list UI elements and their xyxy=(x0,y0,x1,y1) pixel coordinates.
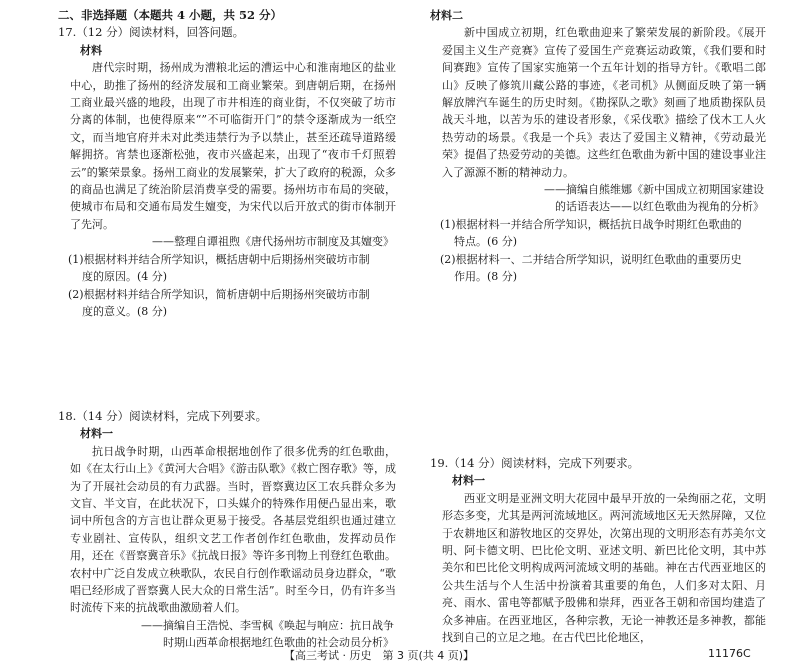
q17-source: ——整理自谭祖煦《唐代扬州坊市制度及其嬗变》 xyxy=(152,235,394,249)
q18-material-text: 抗日战争时期，山西革命根据地创作了很多优秀的红色歌曲，如《在太行山上》《黄河大合唱》《游击队歌》《救亡图存歌》等，成为了开展社会动员的有力武器。当时，晋察冀边区工农兵群众多为文盲、半文盲，在此状况下，口头媒介的特殊作用便凸显出来，歌词中所包含的方言也让群众更易于接受。各基层党组织也通过建立专业剧社、宣传队，组织文艺工作者创作红色歌曲，发挥动员作用，还在《晋察冀音乐》《抗战日报》等许多刊物上刊登红色歌曲。农村中广泛自发成立秧歌队，农民自行创作歌谣动员身边群众，“歌唱已经形成了晋察冀人民大众的日常生活”。时至今日，仍有许多当时流传下来的抗战歌曲激励着人们。 xyxy=(70,444,396,615)
q18-source-line-1: ——摘编自王浩悦、李雪枫《唤起与响应：抗日战争 xyxy=(141,618,394,632)
q17-material-label: 材料 xyxy=(80,43,102,57)
q17-subquestion-1: (1)根据材料并结合所学知识，概括唐朝中后期扬州突破坊市制 度的原因。(4 分) xyxy=(68,252,370,284)
footer-exam-code: 11176C xyxy=(708,647,751,660)
material-2-subquestion-2: (2)根据材料一、二并结合所学知识，说明红色歌曲的重要历史 作用。(8 分) xyxy=(440,252,742,284)
q17-subquestion-2: (2)根据材料并结合所学知识，简析唐朝中后期扬州突破坊市制 度的意义。(8 分) xyxy=(68,287,370,318)
right-column-top xyxy=(430,7,768,286)
q19-material-text: 西亚文明是亚洲文明大花园中最早开放的一朵绚丽之花，文明形态多变，尤其是两河流域地区。两河流域地区无天然屏障，又位于农耕地区和游牧地区的交界处，次第出现的文明形态有苏美尔文明、阿卡德文明、巴比伦文明、亚述文明、新巴比伦文明，其中苏美尔和巴比伦文明构成两河流域文明的基础。神在古代西亚地区的公共生活与个人生活中扮演着其重要的角色，人们多对太阳、月亮、雨水、雷电等都赋予殷佛和崇拜，西亚各王朝和帝国均建造了众多神庙。在西亚地区，各种宗教，无论一神教还是多神教，都能找到自己的立足之地。在古代巴比伦地区， xyxy=(442,491,766,645)
material-2-text: 新中国成立初期，红色歌曲迎来了繁荣发展的新阶段。《展开爱国主义生产竞赛》宣传了爱国生产竞赛运动政策，《我们要和时间赛跑》宣传了国家实施第一个五年计划的指导方针。《歌唱二郎山》反映了修筑川藏公路的事迹，《老司机》从侧面反映了第一辆解放牌汽车诞生的历史时刻。《勘探队之歌》刻画了地质勘探队员战天斗地，以苦为乐的建设者形象，《采伐歌》描绘了伐木工人火热劳动的场景。《我是一个兵》表达了爱国主义精神，《劳动最光荣》提倡了热爱劳动的美德。这些红色歌曲为新中国的建设事业注入了源源不断的精神动力。 xyxy=(442,26,766,179)
right-column-bottom xyxy=(430,455,768,646)
question-17-heading: 17.（12 分）阅读材料，回答问题。 xyxy=(58,25,245,40)
material-2-source-line-2: 的话语表达——以红色歌曲为视角的分析》 xyxy=(555,200,764,214)
material-2-label: 材料二 xyxy=(430,9,463,22)
q19-material-label: 材料一 xyxy=(452,474,485,488)
question-19-heading: 19.（14 分）阅读材料，完成下列要求。 xyxy=(430,456,640,470)
page-footer xyxy=(0,645,800,665)
q17-material-text: 唐代宗时期，扬州成为漕粮北运的漕运中心和淮南地区的盐业中心，助推了扬州的经济发展和工商业繁荣。到唐朝后期，在扬州工商业最兴盛的地段，出现了市井相连的商业街，不仅突破了坊市分离的体制，也使得原来“”不可临街开门”的禁令逐渐成为一纸空文，而当地官府并未对此类违禁行为予以禁止，甚至还疏导道路缓解拥挤。宵禁也逐渐松弛，夜市兴盛起来，出现了“夜市千灯照碧云”的繁荣景象。扬州工商业的发展繁荣，扩大了政府的税源，众多的商品也满足了统治阶层消费享受的需要。扬州坊市布局的突破，使城市布局和交通布局发生嬗变，为宋代以后开放式的街市体制开了先河。 xyxy=(70,61,396,231)
question-18-heading: 18.（14 分）阅读材料，完成下列要求。 xyxy=(58,409,268,423)
q18-source-line-2: 时期山西革命根据地红色歌曲的社会动员分析》 xyxy=(163,636,394,650)
section-title: 二、非选择题（本题共 4 小题，共 52 分） xyxy=(58,8,283,22)
material-2-source-line-1: ——摘编自熊维娜《新中国成立初期国家建设 xyxy=(544,183,764,197)
material-2-subquestion-1: (1)根据材料一并结合所学知识，概括抗日战争时期红色歌曲的 特点。(6 分) xyxy=(440,217,742,249)
left-column-bottom xyxy=(58,408,398,652)
left-column-top xyxy=(58,7,398,320)
q18-material-label: 材料一 xyxy=(80,427,113,441)
footer-page-info: 【高三考试 · 历史 第 3 页(共 4 页)】 xyxy=(284,649,475,662)
